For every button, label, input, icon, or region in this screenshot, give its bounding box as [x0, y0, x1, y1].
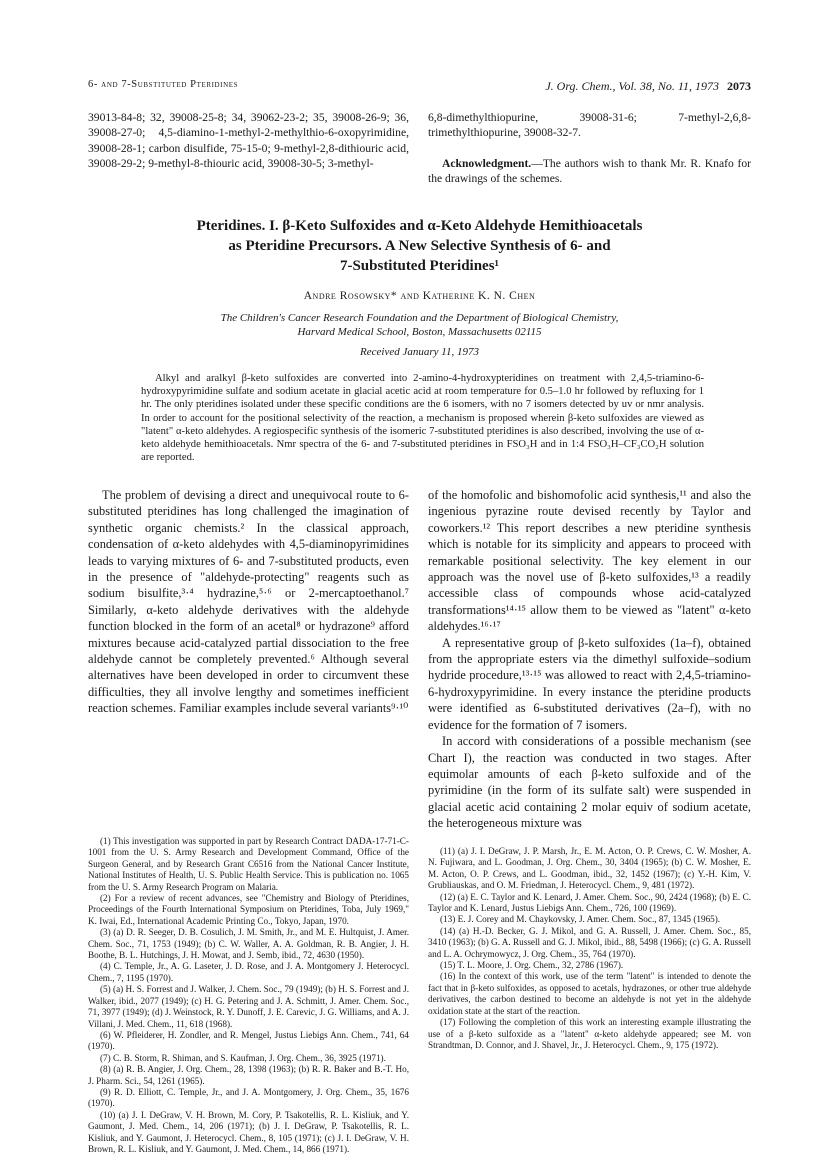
body-paragraph: In accord with considerations of a possible mechanism (see Chart I), the reaction was conducted in two stages. After equimolar amounts of each β-keto sulfoxide and of the pyrimidine (in the form of its sulfate salt) were suspended in glacial acetic acid containing 2 molar equiv of sodium acetate, the heterogeneous mixture was [428, 734, 751, 831]
body-paragraph: The problem of devising a direct and unequivocal route to 6-substituted pteridines has long challenged the imagination of synthetic organic chemists.² In the classical approach, condensation of α-keto aldehydes with 4,5-diaminopyrimidines leads to varying mixtures of 6- and 7-substituted products, even in the presence of "aldehyde-protecting" reagents such as sodium bisulfite,³·⁴ hydrazine,⁵·⁶ or 2-mercaptoethanol.⁷ Similarly, α-keto aldehyde derivatives with the aldehyde function blocked in the form of an acetal⁸ or hydrazone⁹ afford mixtures because acid-catalyzed partial dissociation to the free aldehyde cannot be completely prevented.⁶ Although several alternatives have been developed in order to circumvent these difficulties, they all involve lengthy and sometimes inefficient reaction schemes. Familiar examples include several variants⁹·¹⁰ [88, 488, 409, 716]
footnote: (6) W. Pfleiderer, H. Zondler, and R. Mengel, Justus Liebigs Ann. Chem., 741, 64 (1970). [88, 1029, 409, 1052]
footnote: (2) For a review of recent advances, see "Chemistry and Biology of Pteridines, Proceedings of the Fourth International Symposium on Pteridines, Toba, July 1969," K. Iwai, Ed., International Academic Printing Co., Tokyo, Japan, 1970. [88, 893, 409, 926]
article-title [88, 216, 751, 276]
title-line-1: Pteridines. I. β-Keto Sulfoxides and α-Keto Aldehyde Hemithioacetals [196, 218, 643, 234]
authors: Andre Rosowsky* and Katherine K. N. Chen [303, 290, 536, 302]
body-paragraph: of the homofolic and bishomofolic acid synthesis,¹¹ and also the ingenious pyrazine route devised recently by Taylor and coworkers.¹² This report describes a new pteridine synthesis which is notable for its simplicity and appears to proceed with remarkable positional selectivity. The key element in our approach was the novel use of β-keto sulfoxides,¹³ a readily accessible class of compounds whose acid-catalyzed transformations¹⁴·¹⁵ allow them to be viewed as "latent" α-keto aldehydes.¹⁶·¹⁷ [428, 488, 751, 634]
footnote: (9) R. D. Elliott, C. Temple, Jr., and J. A. Montgomery, J. Org. Chem., 35, 1676 (1970). [88, 1086, 409, 1109]
footnotes-right [428, 846, 751, 1051]
acknowledgment-text: —The authors wish to thank Mr. R. Knafo for the drawings of the schemes. [428, 156, 751, 186]
registry-numbers-continued: 39013-84-8; 32, 39008-25-8; 34, 39062-23-2; 35, 39008-26-9; 36, 39008-27-0; 4,5-diamino-1-methyl-2-methylthio-6-oxopyrimidine, 39008-28-1; carbon disulfide, 75-15-0; 9-methyl-2,8-dithiouric acid, 39008-29-2; 9-methyl-8-thiouric acid, 39008-30-5; 3-methyl- [88, 111, 409, 171]
header-journal: J. Org. Chem., Vol. 38, No. 11, 1973 [545, 79, 719, 93]
registry-numbers-end: 6,8-dimethylthiopurine, 39008-31-6; 7-methyl-2,6,8-trimethylthiopurine, 39008-32-7. [428, 111, 751, 140]
body-paragraph: A representative group of β-keto sulfoxides (1a–f), obtained from the appropriate esters via the dimethyl sulfoxide–sodium hydride procedure,¹³·¹⁵ was allowed to react with 2,4,5-triamino-6-hydroxypyrimidine. In every instance the pteridine products were identified as 6-substituted derivatives (2a–f), with no evidence for the formation of 7 isomers. [428, 635, 751, 732]
page-number: 2073 [727, 79, 751, 93]
footnote: (1) This investigation was supported in part by Research Contract DADA-17-71-C-1001 from the U. S. Army Research and Development Command, Office of the Surgeon General, and by Research Grant C6516 from the National Cancer Institute, National Institutes of Health, U. S. Public Health Service. This is publication no. 1065 from the U. S. Army Research Program on Malaria. [88, 836, 409, 892]
received-date: Received January 11, 1973 [360, 346, 479, 358]
title-line-2: as Pteridine Precursors. A New Selective Synthesis of 6- and [228, 238, 611, 254]
body-left-column [88, 487, 409, 717]
footnote: (7) C. B. Storm, R. Shiman, and S. Kaufman, J. Org. Chem., 36, 3925 (1971). [100, 1052, 386, 1063]
header-section-title: 6- and 7-Substituted Pteridines [88, 79, 239, 90]
top-right-column [428, 110, 751, 187]
footnote: (14) (a) H.-D. Becker, G. J. Mikol, and G. A. Russell, J. Amer. Chem. Soc., 85, 3410 (1963); (b) G. A. Russell and G. J. Mikol, ibid., 88, 5498 (1966); (c) G. A. Russell and L. A. Ochrymowycz, J. Org. Chem., 35, 764 (1970). [428, 925, 751, 959]
footnote: (8) (a) R. B. Angier, J. Org. Chem., 28, 1398 (1963); (b) R. R. Baker and B.-T. Ho, J. Pharm. Sci., 54, 1261 (1965). [88, 1064, 409, 1086]
affiliation [88, 311, 751, 339]
footnote: (13) E. J. Corey and M. Chaykovsky, J. Amer. Chem. Soc., 87, 1345 (1965). [440, 914, 721, 925]
footnote: (4) C. Temple, Jr., A. G. Laseter, J. D. Rose, and J. A. Montgomery J. Heterocycl. Chem., 7, 1195 (1970). [88, 961, 409, 983]
abstract: Alkyl and aralkyl β-keto sulfoxides are converted into 2-amino-4-hydroxypteridines on treatment with 2,4,5-triamino-6-hydroxypyrimidine sulfate and sodium acetate in glacial acetic acid at room temperature for 0.5–1.0 hr followed by refluxing for 1 hr. The only pteridines isolated under these specific conditions are the 6 isomers, with no 7 isomers detected by uv or nmr analysis. In order to account for the positional selectivity of the reaction, a mechanism is proposed wherein β-keto sulfoxides are viewed as "latent" α-keto aldehydes. A regiospecific synthesis of the isomeric 7-substituted pteridines is also described, involving the use of α-keto aldehyde hemithioacetals. Nmr spectra of the 6- and 7-substituted pteridines in FSO₃H and in 1:4 FSO₃H–CF₃CO₂H solution are reported. [141, 373, 704, 464]
footnote: (17) Following the completion of this work an interesting example illustrating the use of a β-keto sulfoxide as a "latent" α-keto aldehyde appeared; see M. von Strandtman, D. Connor, and J. Shavel, Jr., J. Heterocycl. Chem., 9, 175 (1972). [428, 1017, 751, 1050]
affiliation-line-1: The Children's Cancer Research Foundation and the Department of Biological Chemistry, [220, 312, 619, 324]
running-header [88, 79, 751, 97]
footnote: (11) (a) J. I. DeGraw, J. P. Marsh, Jr., E. M. Acton, O. P. Crews, C. W. Mosher, A. N. Fujiwara, and L. Goodman, J. Org. Chem., 30, 3404 (1965); (b) C. W. Mosher, E. M. Acton, O. P. Crews, and L. Goodman, ibid., 32, 1452 (1967); (c) Y.-H. Kim, V. Grubliauskas, and O. M. Friedman, J. Heterocycl. Chem., 9, 481 (1972). [428, 846, 751, 891]
acknowledgment-heading: Acknowledgment. [442, 156, 532, 170]
footnotes-left [88, 836, 409, 1155]
footnote: (16) In the context of this work, use of the term "latent" is intended to denote the fact that in β-keto sulfoxides, as opposed to acetals, hydrazones, or other true aldehyde derivatives, the carbon destined to become an aldehyde is not yet in the aldehyde oxidation state at the start of the reaction. [428, 971, 751, 1016]
title-line-3: 7-Substituted Pteridines¹ [339, 258, 500, 274]
acknowledgment [428, 156, 751, 187]
footnote: (12) (a) E. C. Taylor and K. Lenard, J. Amer. Chem. Soc., 90, 2424 (1968); (b) E. C. Taylor and K. Lenard, Justus Liebigs Ann. Chem., 726, 100 (1969). [428, 891, 751, 914]
affiliation-line-2: Harvard Medical School, Boston, Massachusetts 02115 [297, 326, 542, 338]
footnote: (5) (a) H. S. Forrest and J. Walker, J. Chem. Soc., 79 (1949); (b) H. S. Forrest and J. Walker, ibid., 2077 (1949); (c) H. G. Petering and J. A. Schmitt, J. Amer. Chem. Soc., 71, 3977 (1949); (d) J. Weinstock, R. Y. Dunoff, J. E. Carevic, J. G. Williams, and A. J. Villani, J. Med. Chem., 11, 618 (1968). [88, 984, 409, 1029]
footnote: (3) (a) D. R. Seeger, D. B. Cosulich, J. M. Smith, Jr., and M. E. Hultquist, J. Amer. Chem. Soc., 71, 1753 (1949); (b) C. W. Waller, A. A. Goldman, R. B. Angier, J. H. Boothe, B. L. Hutchings, J. H. Mowat, and J. Semb, ibid., 72, 4630 (1950). [88, 927, 409, 961]
footnote: (15) T. L. Moore, J. Org. Chem., 32, 2786 (1967). [440, 960, 624, 971]
footnote: (10) (a) J. I. DeGraw, V. H. Brown, M. Cory, P. Tsakotellis, R. L. Kisliuk, and Y. Gaumont, J. Med. Chem., 14, 206 (1971); (b) J. I. DeGraw, P. Tsakotellis, R. L. Kisliuk, and Y. Gaumont, J. Heterocycl. Chem., 8, 105 (1971); (c) J. I. DeGraw, V. H. Brown, R. L. Kisliuk, and Y. Gaumont, J. Med. Chem., 14, 866 (1971). [88, 1109, 409, 1154]
header-journal-citation [545, 79, 751, 94]
body-right-column [428, 487, 751, 832]
